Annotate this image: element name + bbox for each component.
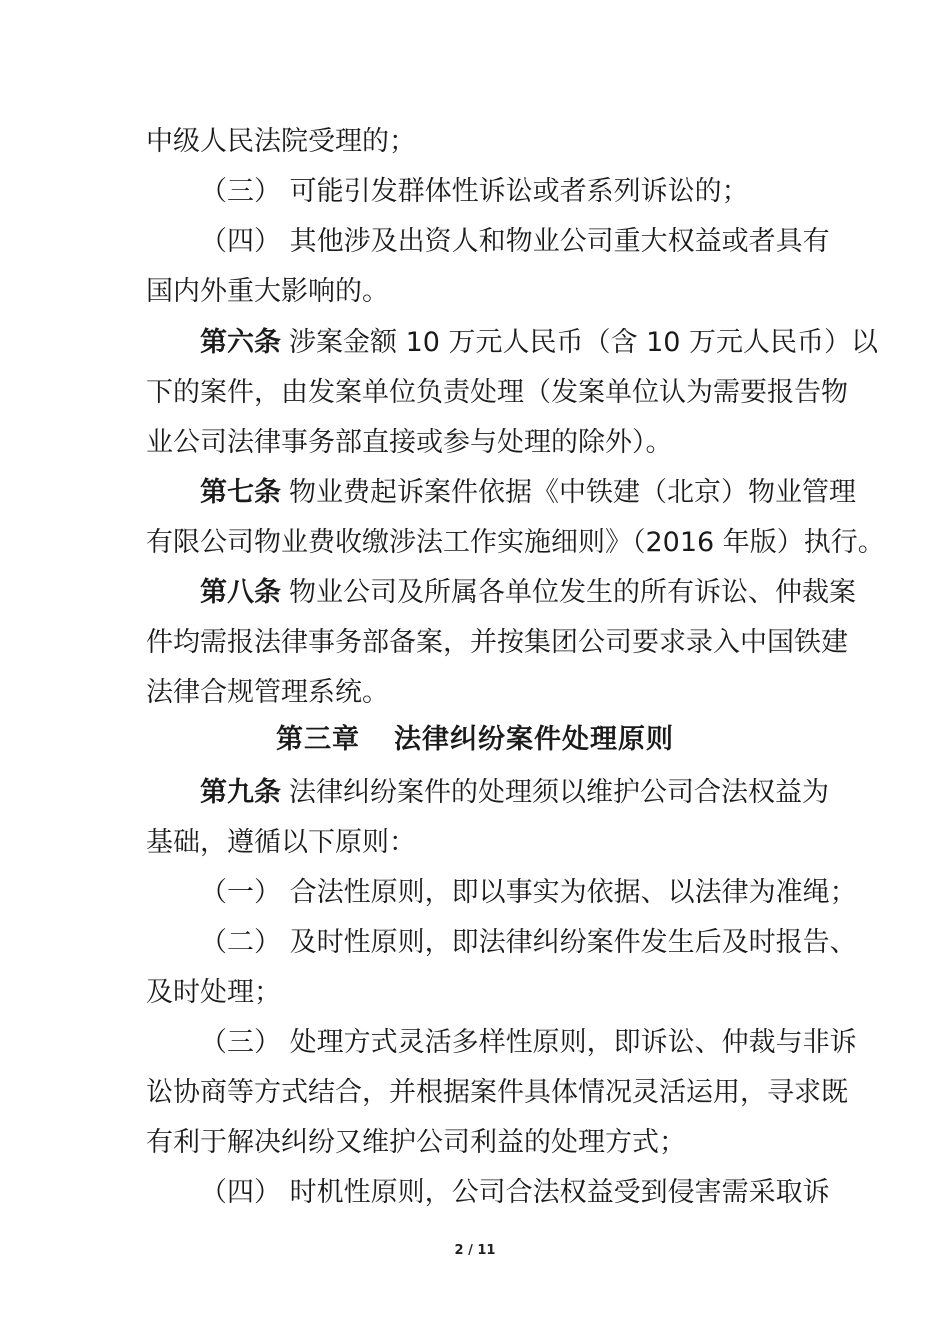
article-label: 第七条 [200,477,281,508]
article-label: 第八条 [200,577,281,608]
text-line: （二） 及时性原则，即法律纠纷案件发生后及时报告、 [200,927,857,958]
text-line: 讼协商等方式结合，并根据案件具体情况灵活运用，寻求既 [146,1077,848,1108]
text-line: 基础，遵循以下原则： [146,827,416,858]
text-line: 法律合规管理系统。 [146,677,389,708]
chapter-heading: 第三章 法律纠纷案件处理原则 [276,724,674,755]
article-7-line: 第七条 物业费起诉案件依据《中铁建（北京）物业管理 [200,477,856,508]
text-line: （四） 时机性原则，公司合法权益受到侵害需采取诉 [200,1177,830,1208]
text-line: （三） 可能引发群体性诉讼或者系列诉讼的； [200,176,749,207]
text-line: 中级人民法院受理的； [146,126,416,157]
text-line: 下的案件，由发案单位负责处理（发案单位认为需要报告物 [146,377,848,408]
text-line: 有利于解决纠纷又维护公司利益的处理方式； [146,1127,686,1158]
article-9-line: 第九条 法律纠纷案件的处理须以维护公司合法权益为 [200,777,829,808]
article-label: 第六条 [200,327,281,358]
text-line: 国内外重大影响的。 [146,276,389,307]
text-line: （一） 合法性原则，即以事实为依据、以法律为准绳； [200,877,857,908]
article-8-line: 第八条 物业公司及所属各单位发生的所有诉讼、仲裁案 [200,577,856,608]
text-line: （三） 处理方式灵活多样性原则，即诉讼、仲裁与非诉 [200,1027,857,1058]
text-line: 业公司法律事务部直接或参与处理的除外）。 [146,427,673,458]
text-line: 及时处理； [146,977,281,1008]
article-6-line: 第六条 涉案金额 10 万元人民币（含 10 万元人民币）以 [200,327,879,358]
page-number: 2 / 11 [454,1243,496,1258]
text-line: 有限公司物业费收缴涉法工作实施细则》（2016 年版）执行。 [146,527,885,558]
text-line: （四） 其他涉及出资人和物业公司重大权益或者具有 [200,226,830,257]
article-label: 第九条 [200,777,281,808]
text-line: 件均需报法律事务部备案，并按集团公司要求录入中国铁建 [146,627,848,658]
